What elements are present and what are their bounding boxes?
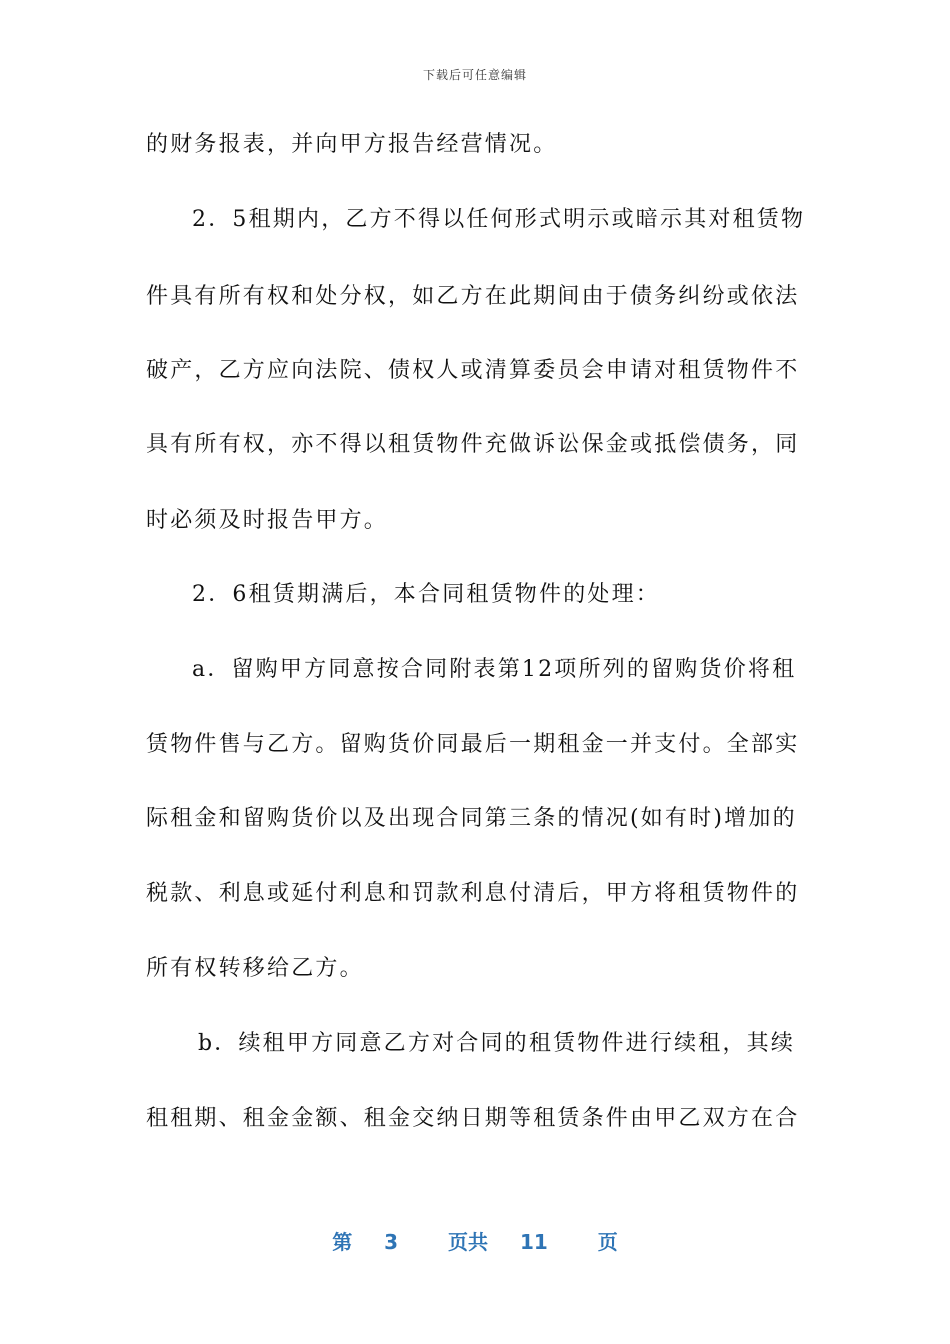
text-line: 税款、利息或延付利息和罚款利息付清后，甲方将租赁物件的 — [146, 881, 800, 906]
text-line: 所有权转移给乙方。 — [146, 956, 364, 981]
text-line: 的财务报表，并向甲方报告经营情况。 — [146, 132, 558, 157]
current-page-number: 3 — [384, 1230, 399, 1254]
text-line: b．续租甲方同意乙方对合同的租赁物件进行续租，其续 — [198, 1031, 796, 1056]
text-line: a．留购甲方同意按合同附表第12项所列的留购货价将租 — [192, 657, 797, 682]
text-line: 2．6租赁期满后，本合同租赁物件的处理： — [192, 582, 660, 607]
text-line: 具有所有权，亦不得以租赁物件充做诉讼保金或抵偿债务，同 — [146, 432, 800, 457]
page-header: 下载后可任意编辑 — [422, 68, 527, 82]
total-page-number: 11 — [519, 1230, 548, 1254]
text-line: 租租期、租金金额、租金交纳日期等租赁条件由甲乙双方在合 — [146, 1106, 800, 1131]
footer-suffix: 页 — [597, 1230, 618, 1254]
text-line: 破产，乙方应向法院、债权人或清算委员会申请对租赁物件不 — [146, 358, 800, 383]
text-line: 赁物件售与乙方。留购货价同最后一期租金一并支付。全部实 — [146, 732, 800, 757]
footer-middle: 页共 — [448, 1230, 489, 1254]
text-line: 时必须及时报告甲方。 — [146, 508, 389, 533]
text-line: 2．5租期内，乙方不得以任何形式明示或暗示其对租赁物 — [192, 207, 806, 232]
page-number-footer — [0, 1226, 950, 1255]
footer-prefix: 第 — [332, 1230, 353, 1254]
text-line: 件具有所有权和处分权，如乙方在此期间由于债务纠纷或依法 — [146, 284, 800, 309]
text-line: 际租金和留购货价以及出现合同第三条的情况(如有时)增加的 — [146, 806, 797, 831]
